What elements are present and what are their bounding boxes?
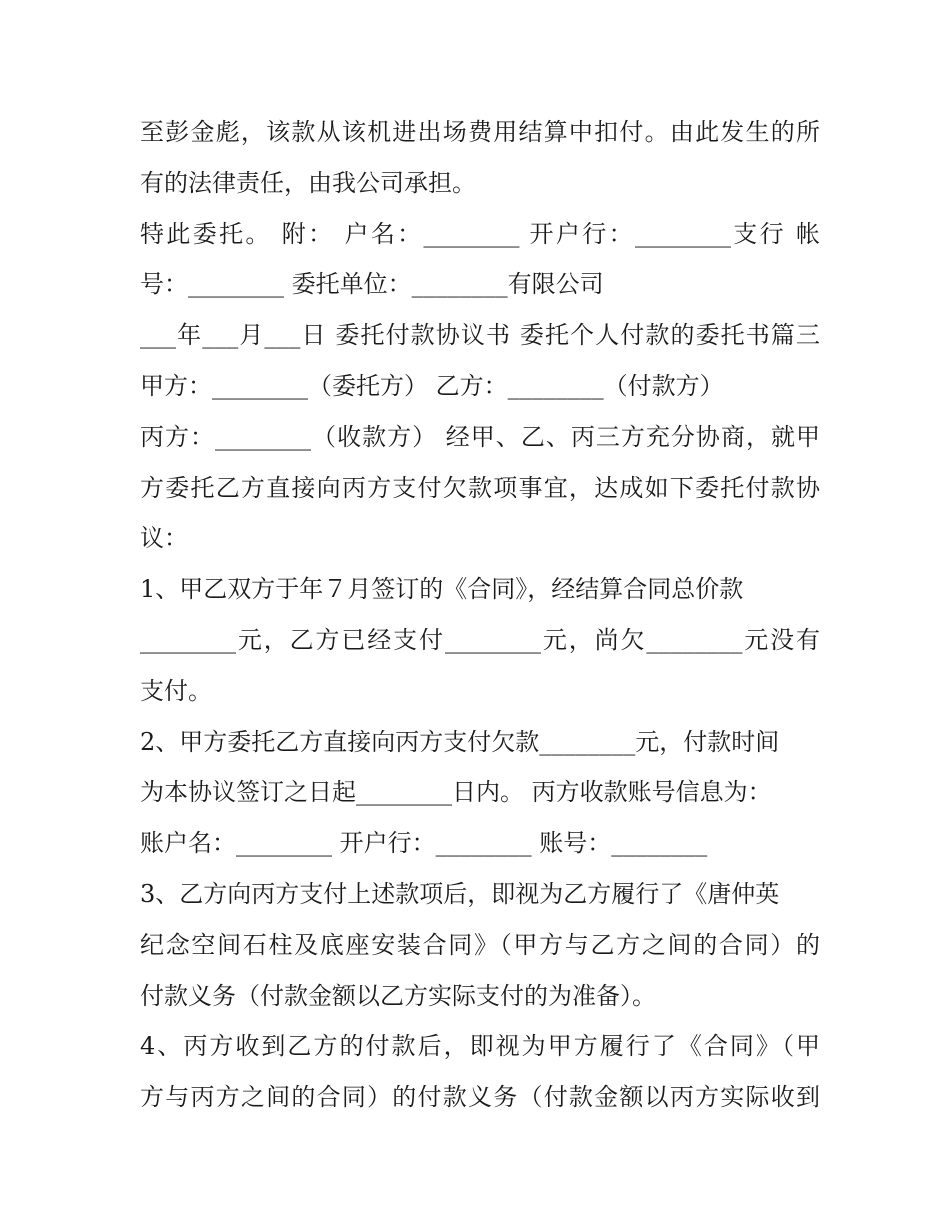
text-line: 账户名：________ 开户行：________ 账号：________ (140, 829, 708, 858)
text-line: 特此委托。 附： 户名：________ 开户行：________支行 帐 (140, 219, 820, 248)
text-line: 支付。 (140, 676, 212, 705)
text-line: ________元，乙方已经支付________元，尚欠________元没有 (140, 625, 820, 654)
document-page (140, 107, 820, 1123)
text-line: 为本协议签订之日起________日内。 丙方收款账号信息为： (140, 778, 772, 807)
text-line: 甲方：________（委托方） 乙方：________（付款方） (140, 371, 724, 400)
text-line: 2、甲方委托乙方直接向丙方支付欠款________元，付款时间 (140, 727, 780, 756)
text-line: 付款义务（付款金额以乙方实际支付的为准备）。 (140, 981, 656, 1010)
text-line: 方委托乙方直接向丙方支付欠款项事宜，达成如下委托付款协 (140, 473, 820, 502)
text-line: 1、甲乙双方于年７月签订的《合同》，经结算合同总价款 (140, 575, 744, 604)
text-line: 4、丙方收到乙方的付款后，即视为甲方履行了《合同》（甲 (140, 1032, 820, 1061)
text-line: 至彭金彪，该款从该机进出场费用结算中扣付。由此发生的所 (140, 118, 820, 146)
text-line: 号：________ 委托单位：________有限公司 (140, 270, 604, 299)
text-line: 有的法律责任，由我公司承担。 (140, 168, 476, 197)
text-line: 丙方：________（收款方） 经甲、乙、丙三方充分协商，就甲 (140, 422, 820, 451)
text-line: 方与丙方之间的合同）的付款义务（付款金额以丙方实际收到 (140, 1083, 820, 1112)
text-line: 议： (140, 524, 188, 553)
text-line: ___年___月___日 委托付款协议书 委托个人付款的委托书篇三 (140, 321, 820, 350)
text-line: 3、乙方向丙方支付上述款项后，即视为乙方履行了《唐仲英 (140, 879, 780, 908)
text-line: 纪念空间石柱及底座安装合同》（甲方与乙方之间的合同）的 (140, 930, 820, 959)
